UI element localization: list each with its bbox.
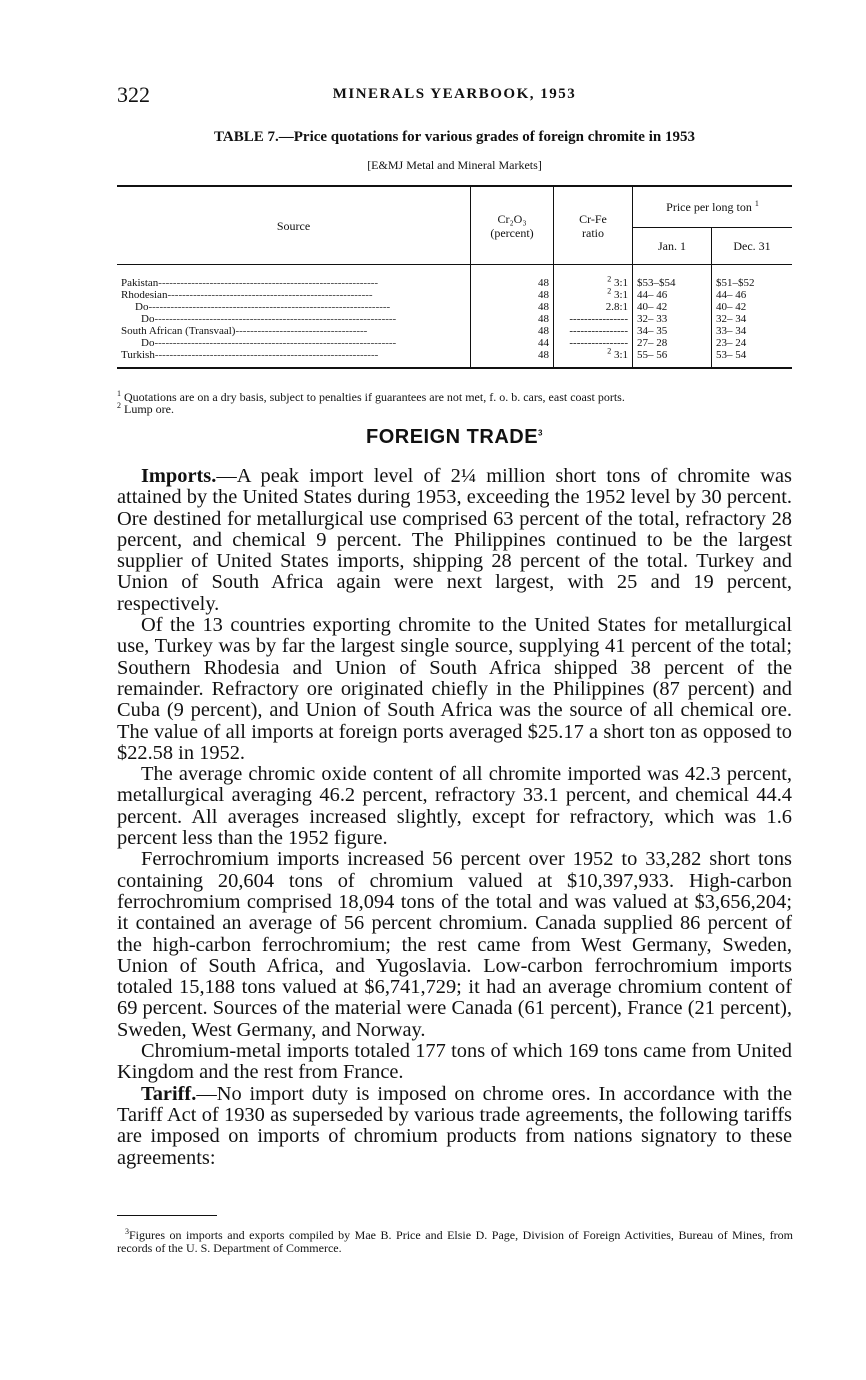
cell-source: Rhodesian-------------------------------------------------------- bbox=[117, 289, 471, 301]
cell-source: South African (Transvaal)------------------------------------ bbox=[117, 325, 471, 337]
crfe-label: Cr-Fe bbox=[579, 211, 607, 226]
table-row bbox=[117, 301, 792, 313]
cell-ratio: $^2$ 3:1 bbox=[554, 265, 633, 290]
running-title: MINERALS YEARBOOK, 1953 bbox=[332, 86, 577, 102]
price-footnote-mark: 1 bbox=[754, 199, 759, 208]
cell-dec: 33– 34 bbox=[716, 325, 747, 337]
paragraph: Of the 13 countries exporting chromite to the United States for metallurgical use, Turkey was by far the largest single source, supplying 41 percent of the total; Southern Rhodesia and Union of South Africa shipped 38 percent of the remainder. Refractory ore originated chiefly in the Philippines (87 percent) and Cuba (9 percent), and Union of South Africa was the source of all chemical ore. The value of all imports at foreign ports averaged $25.17 a short ton as opposed to $22.58 in 1952. bbox=[117, 614, 792, 764]
cell-cr2o3: 48 bbox=[471, 349, 554, 368]
cell-cr2o3: 48 bbox=[471, 325, 554, 337]
cell-dec: 53– 54 bbox=[712, 349, 793, 368]
cr2o3-label: Cr₂O₃ bbox=[497, 211, 527, 226]
crfe-unit: ratio bbox=[582, 225, 604, 240]
column-header-dec: Dec. 31 bbox=[712, 228, 793, 265]
cell-source: Pakistan------------------------------------------------------------ bbox=[117, 265, 471, 290]
cell-cr2o3: 48 bbox=[471, 265, 554, 290]
cell-ratio: $^2$ 3:1 bbox=[554, 349, 633, 368]
cell-jan: $53–$54 bbox=[633, 265, 712, 290]
page-header bbox=[117, 82, 792, 110]
heading-footnote-mark: 3 bbox=[538, 428, 543, 438]
cell-dec: 23– 24 bbox=[716, 337, 747, 349]
cell-source: Turkish------------------------------------------------------------- bbox=[117, 349, 471, 368]
price-table bbox=[117, 185, 792, 369]
cell-ratio: $^2$ 3:1 bbox=[554, 289, 633, 301]
table-row bbox=[117, 289, 792, 301]
cell-ratio: ---------------- bbox=[554, 337, 633, 349]
paragraph-imports: Imports.—A peak import level of 2¼ million short tons of chromite was attained by the United States during 1953, exceeding the 1952 level by 30 percent. Ore destined for metallurgical use comprised 63 percent of the total, refractory 28 percent, and chemical 9 percent. The Philippines continued to be the largest supplier of United States imports, shipping 28 percent of the total. Turkey and Union of South Africa again were next largest, with 25 and 19 percent, respectively. bbox=[117, 465, 792, 615]
cell-jan: 32– 33 bbox=[633, 313, 712, 325]
cell-ratio: ---------------- bbox=[554, 313, 633, 325]
cell-source: Do------------------------------------------------------------------ bbox=[117, 313, 471, 325]
paragraph: The average chromic oxide content of all chromite imported was 42.3 percent, metallurgical averaging 46.2 percent, refractory 33.1 percent, and chemical 44.4 percent. All averages increased slightly, except for refractory, which was 1.6 percent less than the 1952 figure. bbox=[117, 763, 792, 850]
paragraph-tariff: Tariff.—No import duty is imposed on chrome ores. In accordance with the Tariff Act of 1930 as superseded by various trade agreements, the following tariffs are imposed on imports of chromium products from nations signatory to these agreements: bbox=[117, 1082, 792, 1169]
column-header-jan: Jan. 1 bbox=[633, 228, 712, 265]
cell-cr2o3: 48 bbox=[471, 313, 554, 325]
cell-dec: $51–$52 bbox=[716, 277, 755, 289]
page-footnote: $^3$Figures on imports and exports compiled by Mae B. Price and Elsie D. Page, Division of Foreign Activities, Bureau of Mines, from records of the U. S. Department of Commerce. bbox=[117, 1227, 793, 1255]
cell-jan: 44– 46 bbox=[633, 289, 712, 301]
cell-source: Do------------------------------------------------------------------ bbox=[117, 337, 471, 349]
cell-dec: 44– 46 bbox=[716, 289, 747, 301]
section-heading: FOREIGN TRADE$^3$ bbox=[365, 426, 543, 448]
cell-dec: 32– 34 bbox=[716, 313, 747, 325]
table-row bbox=[117, 313, 792, 325]
column-header-crfe bbox=[554, 186, 633, 265]
paragraph: Ferrochromium imports increased 56 percent over 1952 to 33,282 short tons containing 20,604 tons of chromium valued at $10,397,933. High-carbon ferrochromium comprised 18,094 tons of the total and was valued at $3,656,204; it contained an average of 56 percent chromium. Canada supplied 86 percent of the high-carbon ferrochromium; the rest came from West Germany, Sweden, Union of South Africa, and Yugoslavia. Low-carbon ferrochromium imports totaled 15,188 tons valued at $6,741,729; it had an average chromium content of 69 percent. Sources of the material were Canada (61 percent), France (21 percent), Sweden, West Germany, and Norway. bbox=[117, 848, 792, 1041]
table-row bbox=[117, 265, 792, 290]
cell-ratio: ---------------- bbox=[554, 325, 633, 337]
paragraph: Chromium-metal imports totaled 177 tons of which 169 tons came from United Kingdom and the rest from France. bbox=[117, 1040, 792, 1084]
cell-source: Do------------------------------------------------------------------ bbox=[117, 301, 471, 313]
page-number: 322 bbox=[117, 82, 150, 107]
column-header-source: Source bbox=[117, 186, 471, 265]
column-header-price bbox=[633, 186, 793, 228]
body-text bbox=[117, 466, 792, 1169]
table-footnote: $^2$ Lump ore. bbox=[117, 401, 174, 416]
table-row bbox=[117, 337, 792, 349]
table-source: [E&MJ Metal and Mineral Markets] bbox=[367, 158, 542, 172]
cell-cr2o3: 48 bbox=[471, 301, 554, 313]
table-footnotes bbox=[117, 391, 797, 415]
cell-jan: 40– 42 bbox=[633, 301, 712, 313]
cell-jan: 27– 28 bbox=[633, 337, 712, 349]
cell-cr2o3: 44 bbox=[471, 337, 554, 349]
cell-jan: 34– 35 bbox=[633, 325, 712, 337]
table-row bbox=[117, 325, 792, 337]
price-label: Price per long ton bbox=[666, 200, 752, 214]
table-footnote: $^1$ Quotations are on a dry basis, subject to penalties if guarantees are not met, f. o. b. cars, east coast ports. bbox=[117, 389, 625, 404]
cell-dec: 40– 42 bbox=[716, 301, 747, 313]
cell-cr2o3: 48 bbox=[471, 289, 554, 301]
table-title: TABLE 7.—Price quotations for various grades of foreign chromite in 1953 bbox=[214, 129, 695, 145]
column-header-cr2o3 bbox=[471, 186, 554, 265]
cell-ratio: 2.8:1 bbox=[554, 301, 633, 313]
cell-jan: 55– 56 bbox=[633, 349, 712, 368]
footnote-rule bbox=[117, 1215, 217, 1216]
table-row bbox=[117, 349, 792, 368]
cr2o3-unit: (percent) bbox=[490, 225, 534, 240]
